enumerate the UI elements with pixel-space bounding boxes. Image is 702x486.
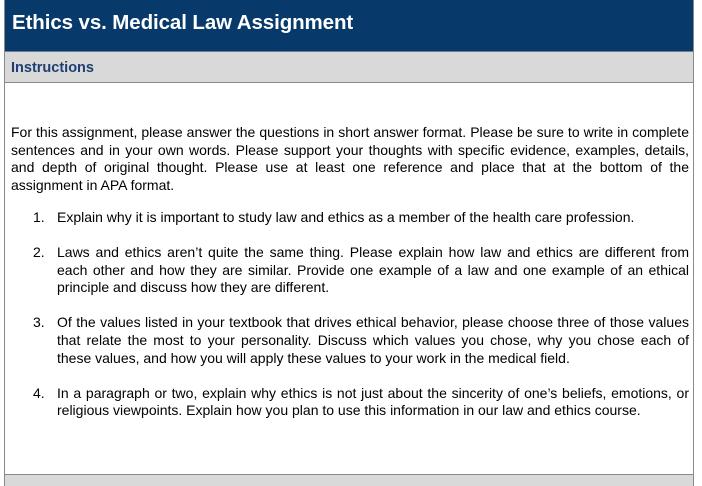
title-bar xyxy=(5,0,693,52)
question-item xyxy=(11,209,689,227)
question-item xyxy=(11,385,689,421)
question-text: In a paragraph or two, explain why ethics is not just about the sincerity of one’s beliefs, emotions, or religious viewpoints. Explain how you plan to use this information in our law and ethics course. xyxy=(57,384,689,419)
page-title: Ethics vs. Medical Law Assignment xyxy=(12,11,354,34)
question-text: Explain why it is important to study law and ethics as a member of the health care profession. xyxy=(57,209,635,225)
intro-paragraph: For this assignment, please answer the questions in short answer format. Please be sure to write in complete sentences and in your own words. Please support your thoughts with specific evidence, examples, details, and depth of original thought. Please use at least one reference and place that at the bottom of the assignment in APA format. xyxy=(11,124,689,193)
question-number: 3. xyxy=(33,314,45,331)
section-title: Instructions xyxy=(11,60,94,76)
question-item xyxy=(11,244,689,297)
question-number: 2. xyxy=(33,243,45,260)
question-number: 1. xyxy=(33,209,45,225)
question-list xyxy=(11,209,689,420)
question-text: Of the values listed in your textbook that drives ethical behavior, please choose three of those values that relate the most to your personality. Discuss which values you chose, why you chose each of these values, and how you will apply these values to your work in the medical field. xyxy=(57,314,689,366)
instructions-section-header xyxy=(5,52,693,83)
question-text: Laws and ethics aren’t quite the same thing. Please explain how law and ethics are different from each other and how they are similar. Provide one example of a law and one example of an ethical principle and discuss how they are different. xyxy=(57,243,689,296)
question-item xyxy=(11,314,689,367)
assignment-panel xyxy=(4,0,694,486)
next-section-header xyxy=(5,474,693,486)
question-number: 4. xyxy=(33,384,45,401)
